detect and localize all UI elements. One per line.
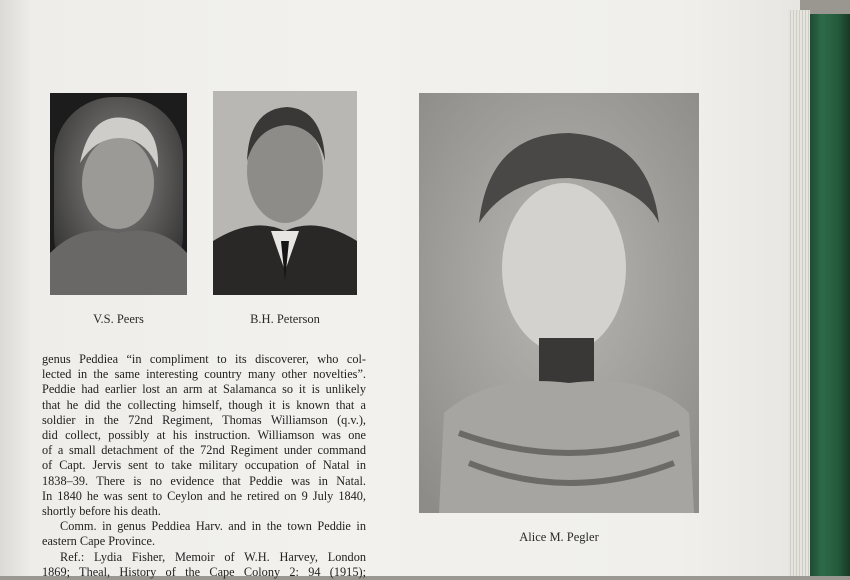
text-line: lected in the same interesting country many other novelties”. (42, 367, 366, 382)
paragraph-3 (42, 550, 366, 580)
page-edges (788, 10, 810, 576)
text-line: of Capt. Jervis sent to take military occupation of Natal in (42, 458, 366, 473)
text-line: shortly before his death. (42, 504, 161, 519)
text-line: eastern Cape Province. (42, 534, 156, 549)
text-line: soldier in the 72nd Regiment, Thomas Williamson (q.v.), (42, 412, 366, 427)
portrait-photo-peers (50, 93, 187, 295)
portrait-photo-pegler (419, 93, 699, 513)
paragraph-1 (42, 352, 366, 519)
paragraph-2 (42, 519, 366, 549)
text-line: Ref.: Lydia Fisher, Memoir of W.H. Harvey, London (60, 549, 366, 564)
caption-peterson: B.H. Peterson (250, 312, 320, 326)
caption-pegler: Alice M. Pegler (519, 530, 599, 544)
text-line: 1869; Theal, History of the Cape Colony 2: 94 (1915); (42, 564, 366, 579)
text-line: that he did the collecting himself, though it is known that a (42, 397, 366, 412)
text-line: 1838–39. There is no evidence that Peddie was in Natal. (42, 473, 366, 488)
text-line: genus Peddiea “in compliment to its discoverer, who col- (42, 352, 366, 366)
text-line: Comm. in genus Peddiea Harv. and in the town Peddie in (60, 519, 366, 534)
caption-peers: V.S. Peers (93, 312, 144, 326)
portrait-photo-peterson (213, 91, 357, 295)
text-line: did collect, possibly at his instruction. Williamson was one (42, 428, 366, 443)
text-line: Peddie had earlier lost an arm at Salamanca so it is unlikely (42, 382, 366, 397)
text-line: In 1840 he was sent to Ceylon and he retired on 9 July 1840, (42, 488, 366, 503)
text-line: of a small detachment of the 72nd Regiment under command (42, 443, 366, 458)
book-cover (810, 14, 850, 576)
body-text (42, 352, 366, 580)
